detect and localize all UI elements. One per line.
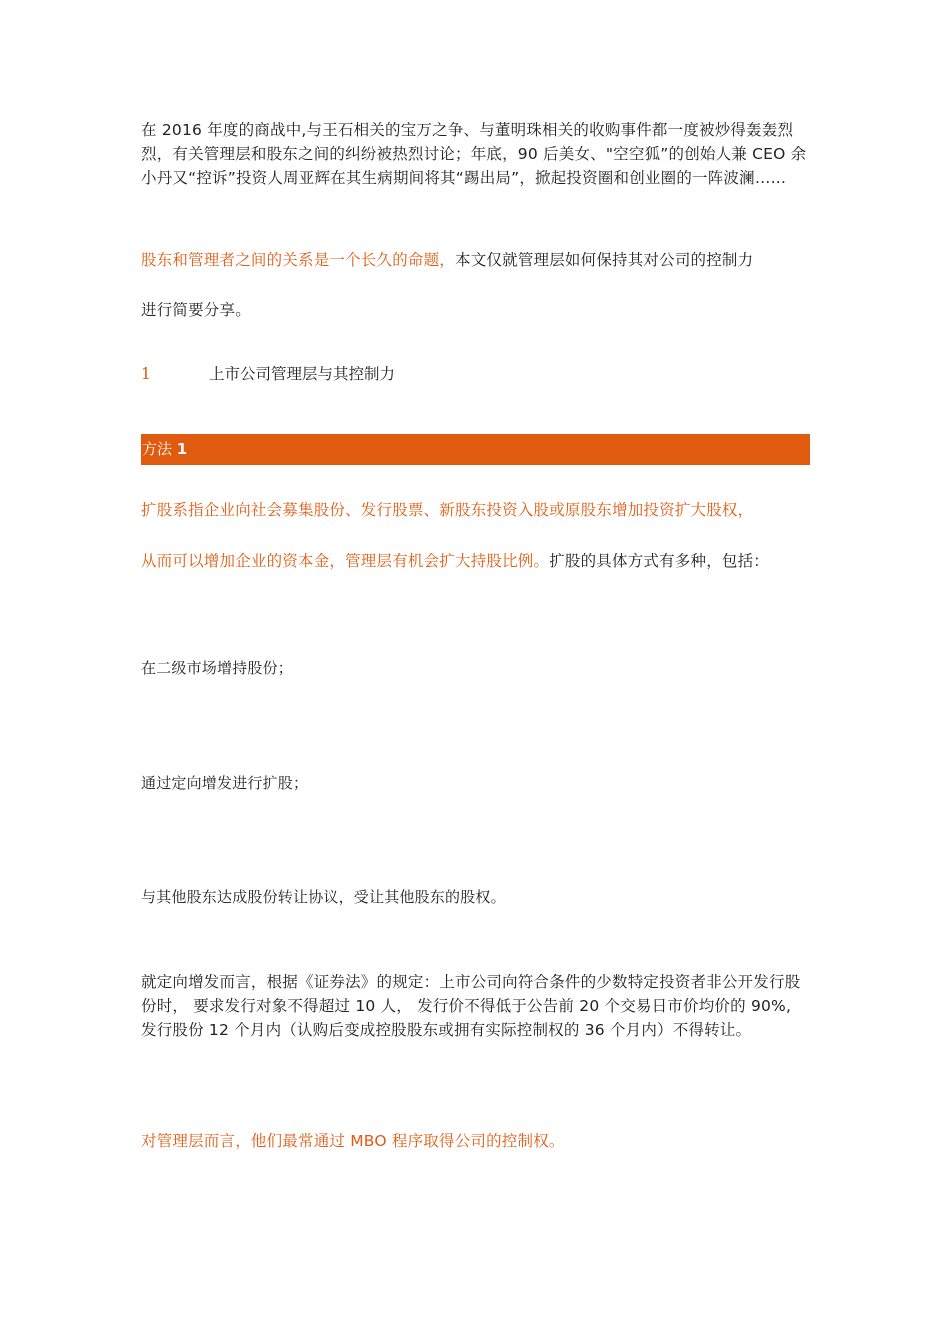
section-number: 1 (141, 365, 151, 383)
regulation-paragraph: 就定向增发而言，根据《证券法》的规定：上市公司向符合条件的少数特定投资者非公开发行股份时， 要求发行对象不得超过 10 人， 发行价不得低于公告前 20 个交易日市价均价的 90%, 发行股份 12 个月内（认购后变成控股股东或拥有实际控制权的 36 个月内）不得转让。 (141, 973, 801, 1039)
expansion-highlight: 从而可以增加企业的资本金，管理层有机会扩大持股比例。 (141, 552, 550, 570)
way-item: 通过定向增发进行扩股； (141, 774, 309, 792)
expansion-rest: 扩股的具体方式有多种，包括： (549, 552, 770, 570)
method-label: 方法 (142, 440, 173, 458)
method-banner (141, 434, 810, 465)
way-item: 与其他股东达成股份转让协议，受让其他股东的股权。 (141, 888, 506, 906)
intro-paragraph: 在 2016 年度的商战中,与王石相关的宝万之争、与董明珠相关的收购事件都一度被炒得轰轰烈烈，有关管理层和股东之间的纠纷被热烈讨论；年底，90 后美女、"空空狐”的创始人兼 CEO 余小丹又“控诉”投资人周亚辉在其生病期间将其“踢出局”，掀起投资圈和创业圈的一阵波澜…… (141, 121, 807, 187)
thesis-rest: 本文仅就管理层如何保持其对公司的控制力 (455, 251, 754, 269)
section-heading (141, 362, 811, 386)
thesis-line2: 进行简要分享。 (141, 301, 251, 319)
mbo-paragraph: 对管理层而言，他们最常通过 MBO 程序取得公司的控制权。 (141, 1132, 565, 1150)
expansion-line1: 扩股系指企业向社会募集股份、发行股票、新股东投资入股或原股东增加投资扩大股权， (141, 501, 754, 519)
section-title: 上市公司管理层与其控制力 (209, 365, 396, 383)
expansion-line2 (141, 549, 811, 573)
thesis-paragraph (141, 248, 811, 272)
thesis-highlight: 股东和管理者之间的关系是一个长久的命题， (141, 251, 456, 269)
way-item: 在二级市场增持股份； (141, 659, 294, 677)
method-number: 1 (176, 440, 188, 458)
